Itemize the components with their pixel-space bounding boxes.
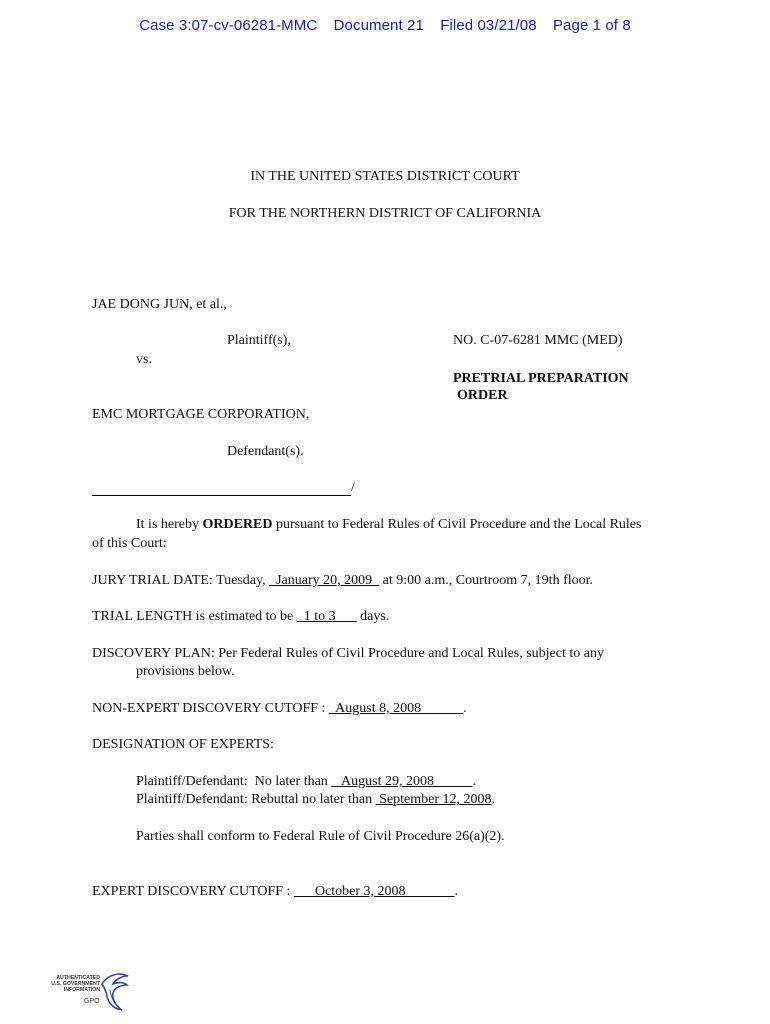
nonexpert-cutoff-label: NON-EXPERT DISCOVERY CUTOFF :: [92, 701, 329, 716]
plaintiff-name: JAE DONG JUN, et al.,: [92, 297, 227, 312]
designation-heading: DESIGNATION OF EXPERTS:: [92, 737, 274, 752]
designation-deadline-label: Plaintiff/Defendant: No later than: [136, 774, 332, 789]
seal-text: [40, 976, 100, 993]
jury-trial-details: at 9:00 a.m., Courtroom 7, 19th floor.: [379, 573, 594, 588]
header-page-count: Page 1 of 8: [552, 17, 631, 34]
expert-cutoff-label: EXPERT DISCOVERY CUTOFF :: [92, 884, 294, 899]
intro-ordered: ORDERED: [202, 517, 273, 532]
plaintiff-role: Plaintiff(s),: [227, 333, 291, 348]
rebuttal-deadline-date: September 12, 2008: [375, 792, 492, 807]
order-title-line2: ORDER: [457, 388, 508, 403]
jury-trial-label: JURY TRIAL DATE: Tuesday,: [92, 573, 270, 588]
nonexpert-cutoff-period: .: [463, 701, 467, 716]
defendant-name: EMC MORTGAGE CORPORATION,: [92, 407, 310, 422]
intro-paragraph-line2: of this Court:: [92, 536, 167, 551]
discovery-plan-line2: provisions below.: [136, 664, 235, 679]
seal-gpo-label: GPO: [84, 998, 100, 1005]
court-name-line1: IN THE UNITED STATES DISTRICT COURT: [250, 169, 520, 184]
expert-cutoff-date: October 3, 2008: [293, 884, 455, 899]
seal-line3: INFORMATION: [63, 986, 100, 993]
designation-deadline-line: [136, 773, 476, 791]
nonexpert-cutoff-line: [92, 700, 467, 718]
jury-trial-date: January 20, 2009: [269, 573, 380, 588]
nonexpert-cutoff-date: August 8, 2008: [328, 701, 464, 716]
defendant-role: Defendant(s).: [227, 444, 304, 459]
order-title-line1: PRETRIAL PREPARATION: [453, 371, 629, 386]
header-document-number: Document 21: [333, 17, 424, 34]
header-case-number: Case 3:07-cv-06281-MMC: [139, 17, 318, 34]
seal-line2: U.S. GOVERNMENT: [51, 980, 100, 987]
caption-slash: /: [351, 480, 355, 495]
intro-text-post: pursuant to Federal Rules of Civil Procedure and the Local Rules: [272, 517, 642, 532]
eagle-icon: [98, 970, 132, 1016]
rebuttal-deadline-period: .: [491, 792, 495, 807]
discovery-plan-line1: DISCOVERY PLAN: Per Federal Rules of Civil Procedure and Local Rules, subject to any: [92, 646, 604, 661]
rebuttal-deadline-label: Plaintiff/Defendant: Rebuttal no later than: [136, 792, 376, 807]
ecf-header: [0, 17, 770, 34]
caption-rule: [92, 495, 351, 496]
intro-paragraph-line1: [136, 516, 641, 534]
trial-length-label: TRIAL LENGTH is estimated to be: [92, 609, 297, 624]
trial-length-value: 1 to 3: [296, 609, 357, 624]
designation-deadline-period: .: [472, 774, 476, 789]
versus: vs.: [136, 352, 152, 367]
seal-line1: AUTHENTICATED: [56, 975, 100, 981]
trial-length-unit: days.: [356, 609, 390, 624]
expert-cutoff-line: [92, 883, 458, 901]
rebuttal-deadline-line: [136, 791, 495, 809]
trial-length-line: [92, 608, 389, 626]
case-number: NO. C-07-6281 MMC (MED): [453, 333, 623, 348]
intro-text-pre: It is hereby: [136, 517, 203, 532]
conform-rule-line: Parties shall conform to Federal Rule of Civil Procedure 26(a)(2).: [136, 829, 505, 844]
designation-deadline-date: August 29, 2008: [331, 774, 473, 789]
expert-cutoff-period: .: [454, 884, 459, 899]
court-name-line2: FOR THE NORTHERN DISTRICT OF CALIFORNIA: [228, 206, 542, 221]
gpo-authentication-seal: [40, 970, 132, 1018]
header-filed-date: Filed 03/21/08: [440, 17, 537, 34]
jury-trial-line: [92, 572, 593, 590]
